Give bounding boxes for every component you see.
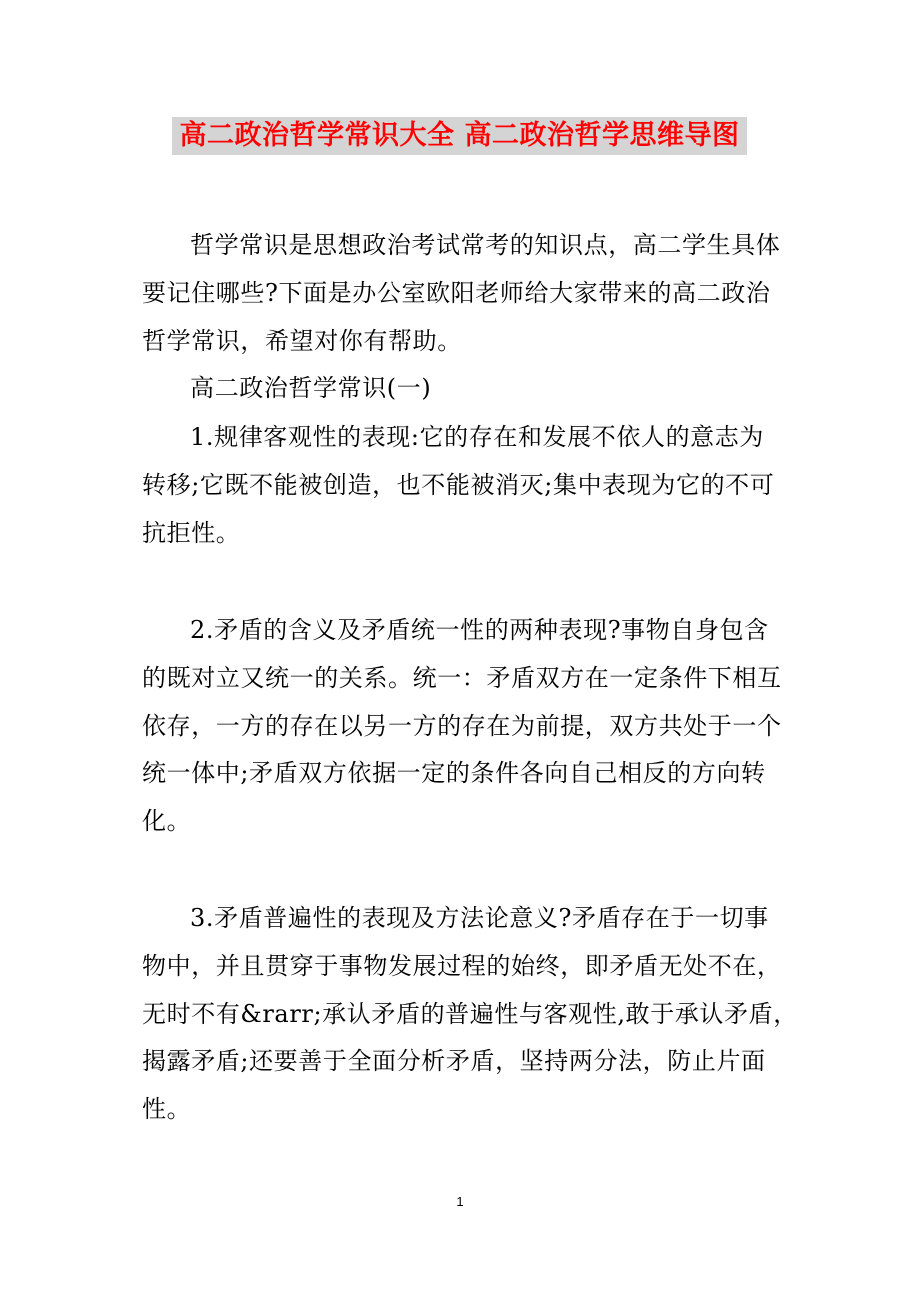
paragraph-line: 无时不有&rarr;承认矛盾的普遍性与客观性,敢于承认矛盾， bbox=[142, 999, 798, 1028]
paragraph-line: 哲学常识是思想政治考试常考的知识点，高二学生具体 bbox=[190, 231, 781, 259]
paragraph-line: 性。 bbox=[142, 1095, 192, 1124]
paragraph-line: 2.矛盾的含义及矛盾统一性的两种表现?事物自身包含 bbox=[190, 616, 769, 644]
paragraph-line: 抗拒性。 bbox=[142, 518, 241, 547]
paragraph-line: 3.矛盾普遍性的表现及方法论意义?矛盾存在于一切事 bbox=[190, 904, 769, 932]
document-title: 高二政治哲学常识大全 高二政治哲学思维导图 bbox=[172, 117, 747, 155]
page-number: 1 bbox=[456, 1194, 464, 1209]
section-heading: 高二政治哲学常识(一) bbox=[190, 374, 432, 402]
paragraph-line: 的既对立又统一的关系。统一：矛盾双方在一定条件下相互 bbox=[142, 663, 782, 692]
paragraph-line: 要记住哪些?下面是办公室欧阳老师给大家带来的高二政治 bbox=[142, 278, 771, 307]
paragraph-line: 依存，一方的存在以另一方的存在为前提，双方共处于一个 bbox=[142, 711, 782, 740]
paragraph-line: 揭露矛盾;还要善于全面分析矛盾，坚持两分法，防止片面 bbox=[142, 1047, 766, 1076]
paragraph-line: 转移;它既不能被创造，也不能被消灭;集中表现为它的不可 bbox=[142, 470, 775, 499]
paragraph-line: 1.规律客观性的表现:它的存在和发展不依人的意志为 bbox=[190, 423, 764, 451]
paragraph-line: 统一体中;矛盾双方依据一定的条件各向自己相反的方向转 bbox=[142, 759, 766, 788]
paragraph-line: 哲学常识，希望对你有帮助。 bbox=[142, 326, 462, 355]
paragraph-line: 物中，并且贯穿于事物发展过程的始终，即矛盾无处不在， bbox=[142, 951, 782, 980]
paragraph-line: 化。 bbox=[142, 807, 192, 836]
